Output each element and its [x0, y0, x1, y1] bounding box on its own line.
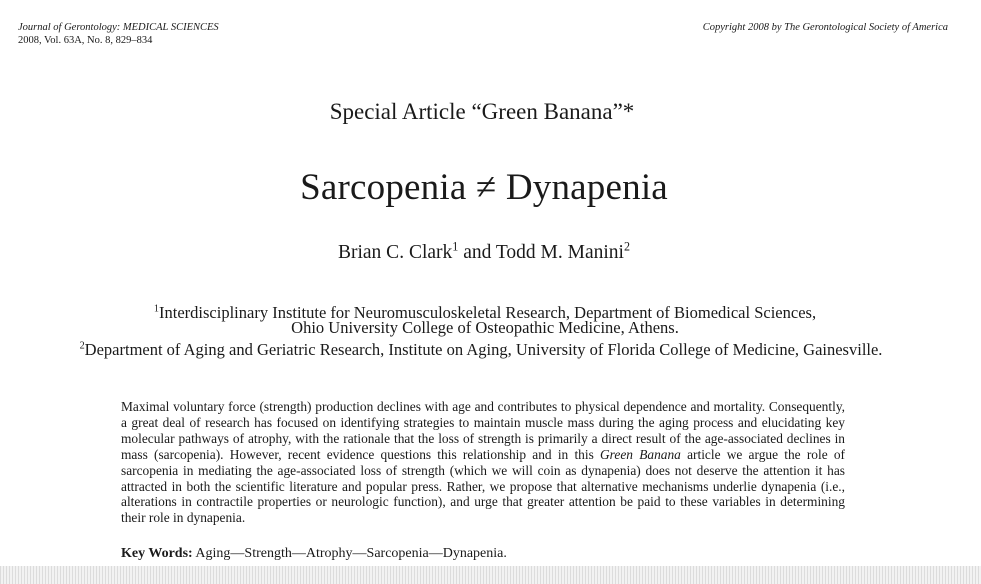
journal-header — [18, 21, 219, 47]
affiliation-marker: 1 — [153, 303, 160, 315]
author-separator: and — [458, 242, 496, 263]
affiliation-marker: 2 — [623, 239, 631, 254]
author-name: Todd M. Manini — [495, 242, 624, 263]
article-title: Sarcopenia ≠ Dynapenia — [300, 167, 668, 208]
affiliation-text: Interdisciplinary Institute for Neuromusculoskeletal Research, Department of Biomedical Sciences, — [159, 303, 817, 322]
affiliation-1 — [0, 304, 970, 337]
affiliation-2 — [0, 341, 976, 359]
abstract-italic-text: Green Banana — [600, 446, 681, 462]
article-type-label: Special Article “Green Banana”* — [329, 99, 635, 124]
keywords — [121, 546, 507, 562]
author-name: Brian C. Clark — [337, 242, 453, 263]
affiliation-text: Department of Aging and Geriatric Research, Institute on Aging, University of Florida College of Medicine, Gainesville. — [84, 340, 883, 359]
abstract — [121, 399, 845, 526]
abstract-text: article we argue the role of sarcopenia in mediating the age-associated loss of strength (which we will coin as dynapenia) does not deserve the attention it has attracted in both the scientific literature and popular press. Rather, we propose that alternative mechanisms underlie dynapenia (i.e., alterations in contractile properties or neurologic function), and urge that greater attention be paid to these variables in determining their role in dynapenia. — [121, 446, 845, 526]
journal-name: Journal of Gerontology: MEDICAL SCIENCES — [18, 22, 219, 33]
page-edge-band — [0, 566, 981, 584]
journal-citation: 2008, Vol. 63A, No. 8, 829–834 — [18, 35, 153, 46]
abstract-text: Maximal voluntary force (strength) production declines with age and contributes to physical dependence and mortality. Consequently, a great deal of research has focused on identifying strategies to maintain muscle mass during the aging process and elucidating key molecular pathways of atrophy, with the rationale that the loss of strength is primarily a direct result of the age-associated declines in mass (sarcopenia). However, recent evidence questions this relationship and in this — [121, 399, 845, 462]
keywords-label: Key Words: — [121, 546, 193, 561]
affiliation-marker: 2 — [79, 340, 85, 352]
copyright-notice: Copyright 2008 by The Gerontological Society of America — [702, 22, 948, 33]
author-list — [0, 239, 968, 264]
affiliation-marker: 1 — [452, 239, 459, 254]
keywords-text: Aging—Strength—Atrophy—Sarcopenia—Dynapenia. — [192, 546, 507, 561]
affiliation-text: Ohio University College of Osteopathic Medicine, Athens. — [291, 318, 679, 337]
